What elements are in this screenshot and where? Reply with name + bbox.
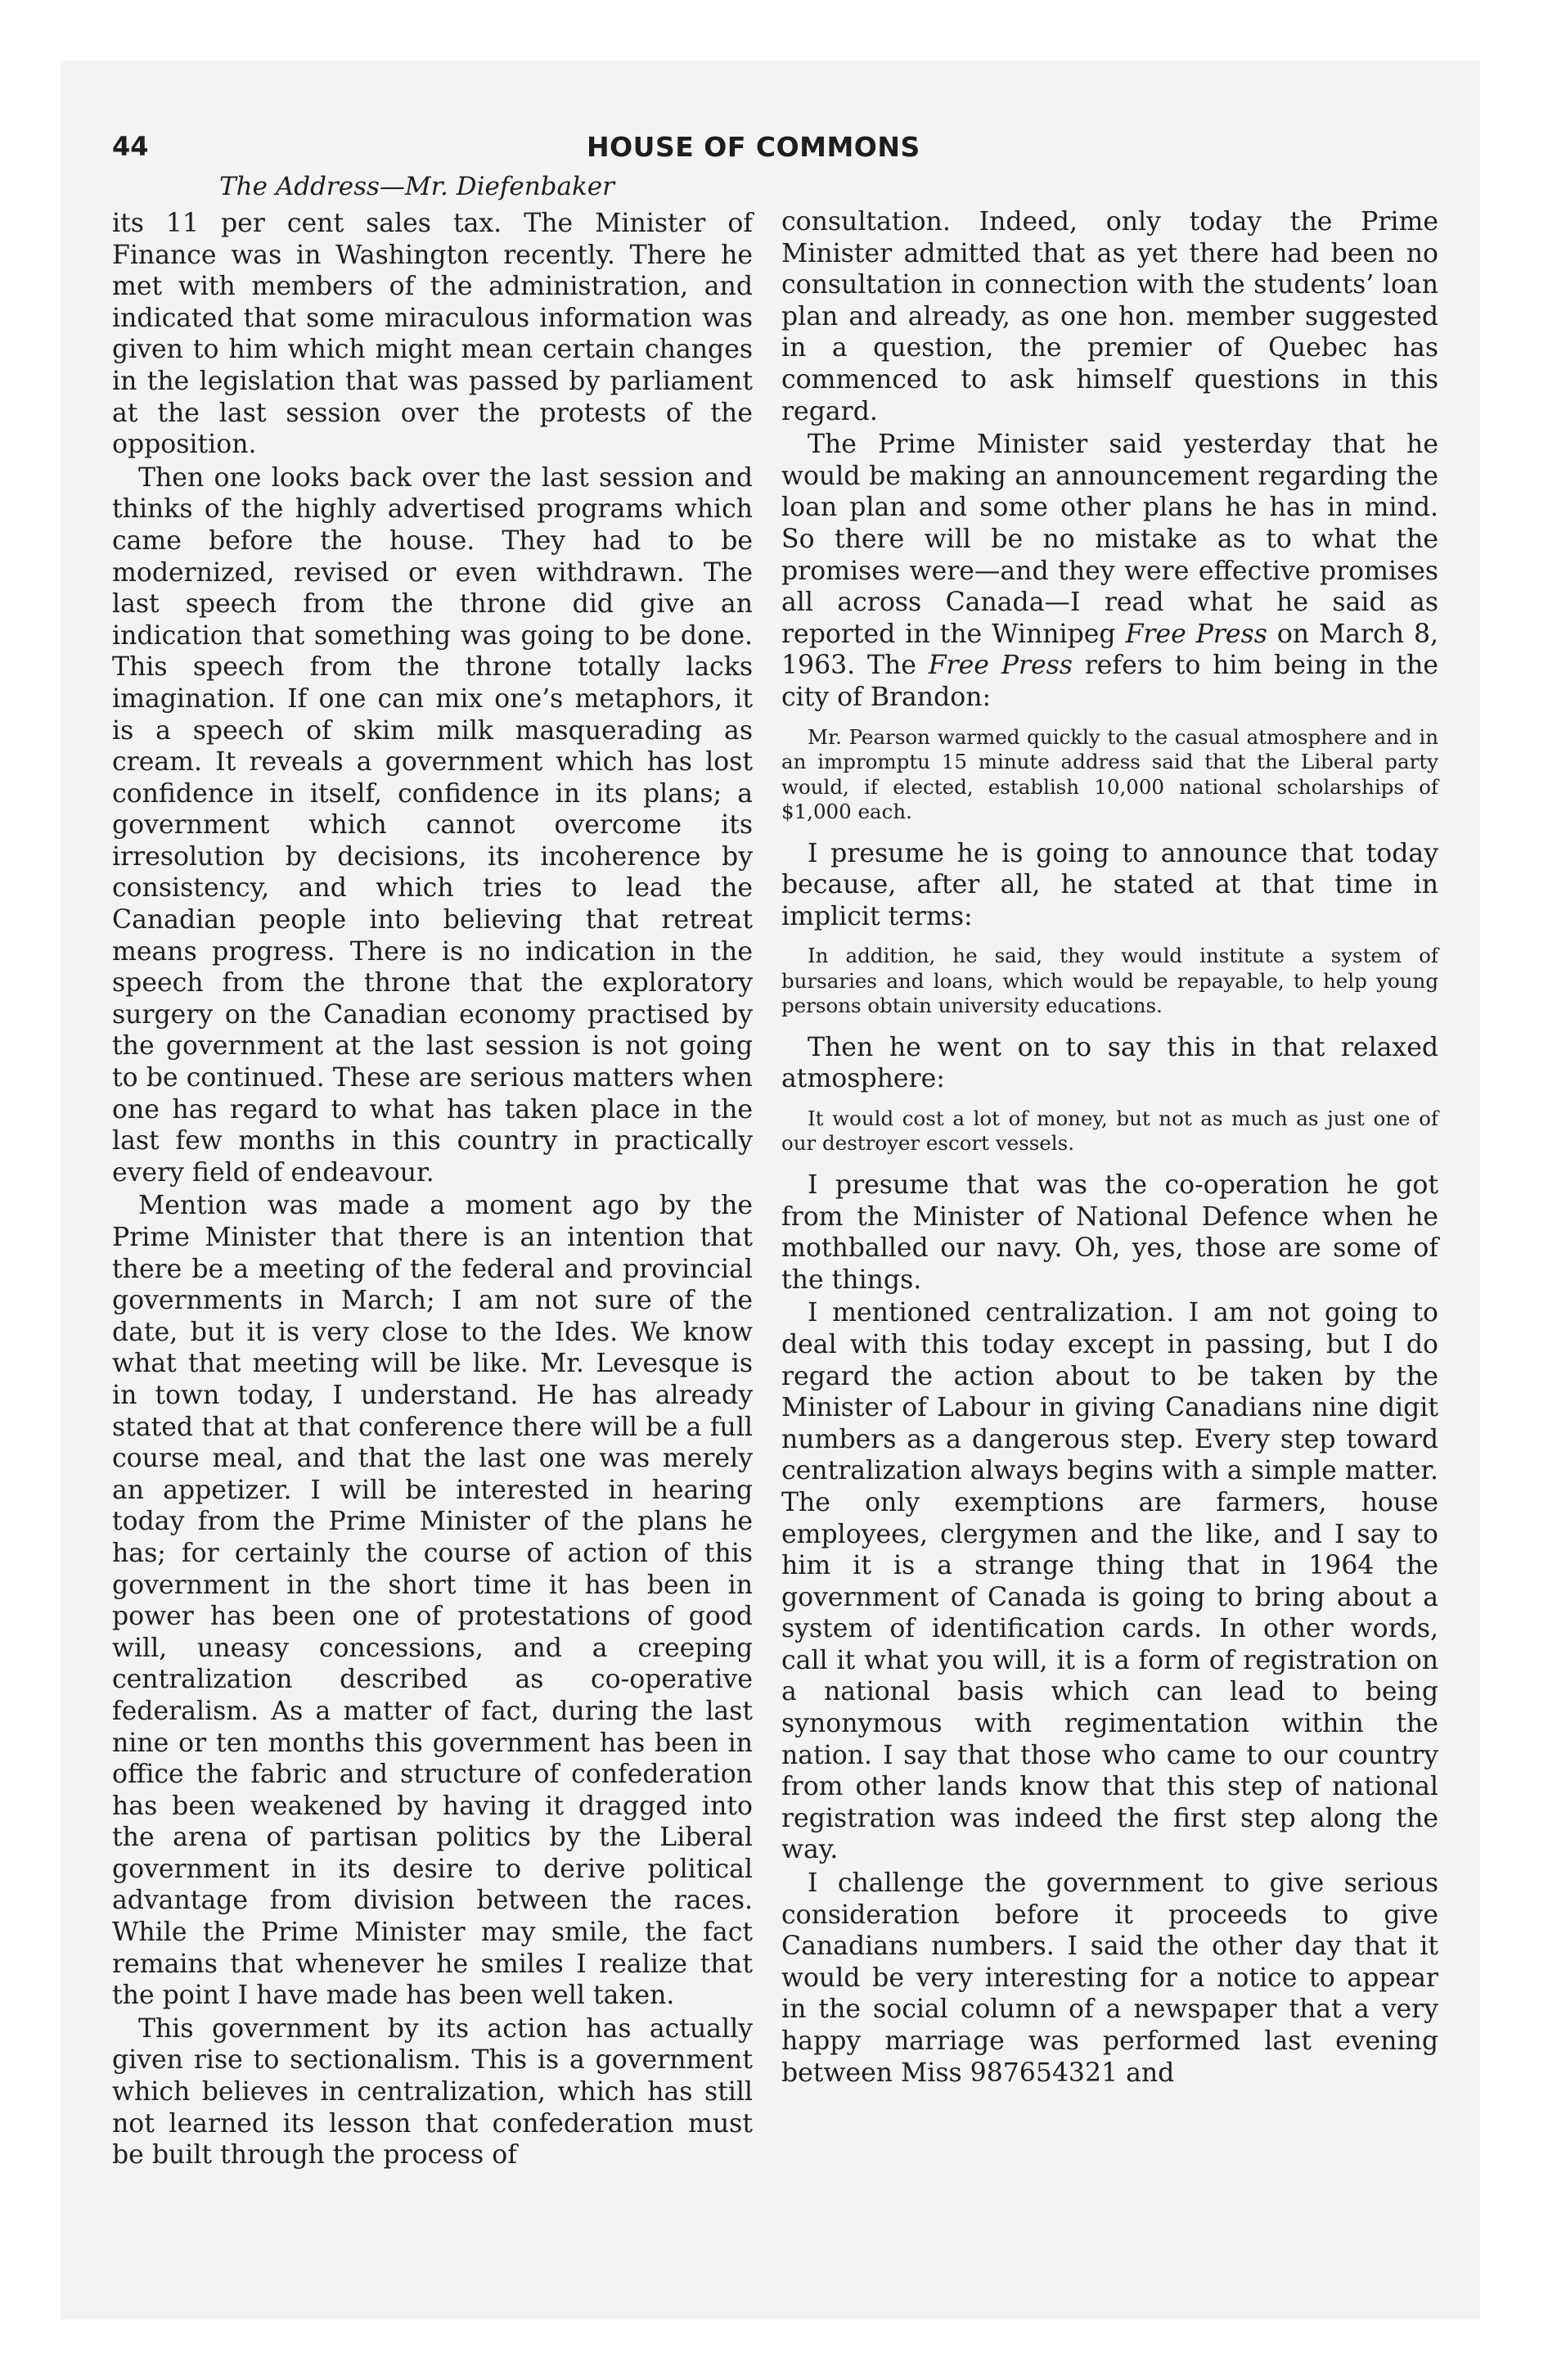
newspaper-title: Free Press (928, 651, 1073, 681)
paragraph: Mention was made a moment ago by the Prime Minister that there is an intention that there be a meeting of the federal and provincial governments in March; I am not sure of the date, but it is very close to the Ides. We know what that meeting will be like. Mr. Levesque is in town today, I understand. He has already stated that at that conference there will be a full course meal, and that the last one was merely an appetizer. I will be interested in hearing today from the Prime Minister of the plans he has; for certainly the course of action of this government in the short time it has been in power has been one of protestations of good will, uneasy concessions, and a creeping centralization described as co-operative federalism. As a matter of fact, during the last nine or ten months this government has been in office the fabric and structure of confederation has been weakened by having it dragged into the arena of partisan politics by the Liberal government in its desire to derive political advantage from division between the races. While the Prime Minister may smile, the fact remains that whenever he smiles I realize that the point I have made has been well taken. (112, 1191, 753, 2011)
paragraph-text: on March 8, 1963. The (781, 619, 1438, 681)
paragraph: I challenge the government to give serious consideration before it proceeds to give Canadians numbers. I said the other day that it would be very interesting for a notice to appear in the social column of a newspaper that a very happy marriage was performed last evening between Miss 987654321 and (781, 1868, 1438, 2088)
paragraph: I mentioned centralization. I am not going to deal with this today except in passing, but I do regard the action about to be taken by the Minister of Labour in giving Canadians nine digit numbers as a dangerous step. Every step toward centralization always begins with a simple matter. The only exemptions are farmers, house employees, clergymen and the like, and I say to him it is a strange thing that in 1964 the government of Canada is going to bring about a system of identification cards. In other words, call it what you will, it is a form of registration on a national basis which can lead to being synonymous with regimentation within the nation. I say that those who came to our country from other lands know that this step of national registration was indeed the first step along the way. (781, 1298, 1438, 1865)
page-number: 44 (112, 131, 149, 162)
paragraph: I presume he is going to announce that today because, after all, he stated at that time in implicit terms: (781, 838, 1438, 931)
running-head: HOUSE OF COMMONS (587, 131, 920, 163)
paragraph: its 11 per cent sales tax. The Minister of Finance was in Washington recently. There he met with members of the administration, and indicated that some miraculous information was given to him which might mean certain changes in the legislation that was passed by parliament at the last session over the protests of the opposition. (112, 209, 753, 460)
paragraph: Then one looks back over the last session and thinks of the highly advertised programs which came before the house. They had to be modernized, revised or even withdrawn. The last speech from the throne did give an indication that something was going to be done. This speech from the throne totally lacks imagination. If one can mix one’s metaphors, it is a speech of skim milk masquerading as cream. It reveals a government which has lost confidence in itself, confidence in its plans; a government which cannot overcome its irresolution by decisions, its incoherence by consistency, and which tries to lead the Canadian people into believing that retreat means progress. There is no indication in the speech from the throne that the exploratory surgery on the Canadian economy practised by the government at the last session is not going to be continued. These are serious matters when one has regard to what has taken place in the last few months in this country in practically every field of endeavour. (112, 462, 753, 1188)
paragraph (781, 429, 1438, 713)
newspaper-title: Free Press (1125, 619, 1267, 649)
right-column (781, 206, 1438, 2089)
paragraph: This government by its action has actually given rise to sectionalism. This is a government which believes in centralization, which has still not learned its lesson that confederation must be built through the process of (112, 2013, 753, 2170)
paragraph-text: The Prime Minister said yesterday that he would be making an announcement regarding the loan plan and some other plans he has in mind. So there will be no mistake as to what the promises were—and they were effective promises all across Canada—I read what he said as reported in the Winnipeg (781, 430, 1438, 649)
paragraph: I presume that was the co-operation he got from the Minister of National Defence when he mothballed our navy. Oh, yes, those are some of the things. (781, 1170, 1438, 1295)
paragraph: Then he went on to say this in that relaxed atmosphere: (781, 1032, 1438, 1094)
left-column (112, 206, 753, 2171)
block-quote: In addition, he said, they would institute a system of bursaries and loans, which would be repayable, to help young persons obtain university educations. (781, 944, 1438, 1018)
paragraph: consultation. Indeed, only today the Prime Minister admitted that as yet there had been no consultation in connection with the students’ loan plan and already, as one hon. member suggested in a question, the premier of Quebec has commenced to ask himself questions in this regard. (781, 207, 1438, 426)
paragraph-text: refers to him being in the city of Brandon: (781, 651, 1439, 712)
page-header (112, 131, 1454, 172)
section-subhead: The Address—Mr. Diefenbaker (219, 172, 614, 201)
block-quote: It would cost a lot of money, but not as much as just one of our destroyer escort vessels. (781, 1106, 1438, 1156)
block-quote: Mr. Pearson warmed quickly to the casual atmosphere and in an impromptu 15 minute address said that the Liberal party would, if elected, establish 10,000 national scholarships of $1,000 each. (781, 724, 1438, 823)
